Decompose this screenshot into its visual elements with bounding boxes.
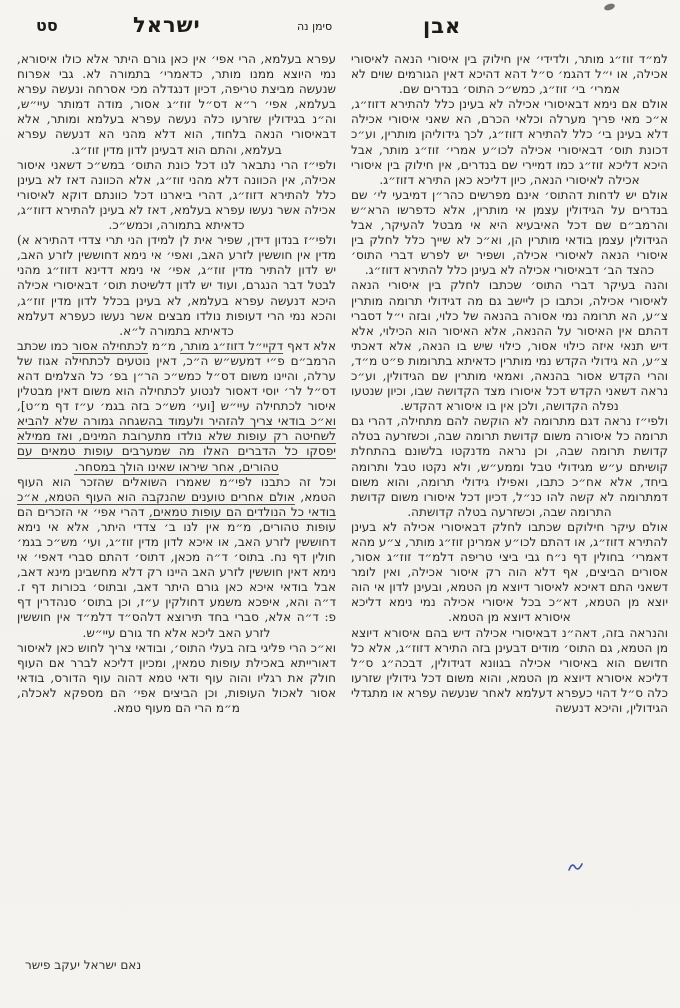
paragraph: [351, 626, 668, 717]
text-segment: והנה בעיקר דברי התוס׳ שכתבו לחלק בין איסורי הנאה לאיסורי אכילה, וכתבו כן ליישב גם מה דגידולי תרומה מותרין צ״ע, הא תרומה נמי אסורה בהנאה של כלוי, ובזה י״ל דסברי דהתם אין האיסור על ההנאה, אלא האיסור הוא הכילוי, אלא דיש תנאי איזה כילוי אסור, כילוי שיש בו הנאה, אלא דאכתי צ״ע, הא גידולי הקדש נמי מותרין כדאיתא בתרומות פ״ט מ״ד, והרי הקדש אסור בהנאה, ואמאי מותרין שם הגידולין, וע״כ נראה דשאני הקדש דכל איסורו מצד הקדושה שבו, וכיון שנטעו נפלה הקדושה, ולכן אין בו איסורא דהקדש.: [351, 278, 668, 414]
scan-artifact: [603, 2, 615, 11]
text-segment: וכל זה כתבנו לפי״מ שאמרו השואלים שהזכר הוא העוף הטמא,: [17, 474, 336, 504]
pen-ink-mark: [568, 861, 584, 873]
text-column-right: [351, 52, 668, 716]
paragraph: [351, 52, 668, 97]
text-segment: ולפי״ז הרי נתבאר לנו דכל כונת התוס׳ במש״כ דשאני איסור אכילה, אין הכוונה דלא מהני זוז״ג, אלא הכוונה דאז לא בעינן כלל להתירא דזוז״ג, דהרי ביארנו דכל כוונתם דוקא לאיסורי אכילה אשר נעשו עפרא בעלמא, דאז לא בעינן להתירא דזוז״ג, כדאיתא בתמורה, וכמש״כ.: [17, 157, 336, 233]
paragraph: [17, 339, 336, 475]
author-signature: נאם ישראל יעקב פישר: [25, 958, 142, 972]
siman-header: סימן נה: [297, 20, 333, 33]
text-segment: אולם יש לדחות דהתוס׳ אינם מפרשים כהר״ן דמיבעי לי׳ שם בנדרים על הגידולין עצמן אי מותרין, אלא כדפרשו הרא״ש והרמב״ם שם דכל האיבעיא היא אי מבטל להעיקר, אבל הגידולין עצמן בודאי מותרין הן, וא״כ לא שייך כלל לחלק בין איסורי הנאה לאיסורי אכילה, ושפיר יש לפרש דברי התוס׳ כהצד הב׳ דבאיסורי אכילה לא בעינן כלל להתירא דזוז״ג.: [351, 187, 668, 278]
paragraph: [351, 414, 668, 520]
text-segment: עפרא בעלמא, הרי אפי׳ אין כאן גורם היתר אלא כולו איסורא, נמי היוצא ממנו מותר, כדאמרי׳ בתמורה לא. גבי אפרוח שנעשה מביצת טריפה, דכיון דנגדלה מכי אסרחה ונעשה עפרא בעלמא, אפי׳ ר״א דס״ל זוז״ג אסור, מודה דמותר עיי״ש, וה״נ בגידולין שזרעו כלה נעשה עפרא בעלמא ומותר, אלא דבאיסורי הנאה בלחוד, הוא דלא מהני הא דנעשה עפרא בעלמא, והתם הוא דבעינן לדון מדין זוז״ג.: [17, 52, 336, 157]
text-segment: אולם עיקר חילוקם שכתבו לחלק דבאיסורי אכילה לא בעינן להתירא דזוז״ג, או דהתם לכו״ע אמרינן זוז״ג מותר, צ״ע מהא דאמרי׳ בחולין דף נ״ח גבי ביצי טריפה דלמ״ד זוז״ג אסור, אסורים הביצים, אף דלא הוה רק איסור אכילה, ואין לומר דשאני התם דאיכא לאיסור דיוצא מן הטמא, ובעינן לדון אי הוה יוצא מן הטמא, דא״כ בכל איסורי אכילה נמי נימא דליכא איסורא דיוצא מן הטמא.: [351, 519, 668, 625]
text-segment: ולפי״ז נראה דגם מתרומה לא הוקשה להם מתחילה, דהרי גם תרומה כל איסורה משום קדושת תרומה שבה, וכשזרעה בטלה קדושת תרומה שבה, וכן נראה מדנקטו בלשונם בהתחלת קושיתם ע״ש מגידולי טבל וממע״ש, ולא נקטו טבל ותרומה ביחד, אלא אח״כ כתבו, ואפילו גידולי תרומה, והוא משום דמתרומה לא קשה להו כנ״ל, דכיון דכל איסורו משום קדושת התרומה שבה, וכשזרעה בטלה קדושתה.: [351, 414, 668, 519]
text-segment: אלא דאף: [283, 338, 337, 353]
underlined-text: דקיי״ל דזוז״ג מותר,: [179, 338, 284, 353]
underlined-text: וא״כ בודאי צריך להזהיר ולעמוד בהשגחה גמורה שלא להביא לשחיטה רק עופות שלא נולדו מתערובת המינים, ואז ממילא יפסקו כל הדברים האלו מה שמערבים עופות טמאים עם טהורים, אחר שיראו שאינו הולך במסחר.: [17, 414, 336, 474]
paragraph: [17, 475, 336, 641]
text-segment: כמו שכתב הרמב״ם פ״י דמעש״ש ה״כ, דאין נוטעים לכתחילה אגוז של ערלה, והיינו משום דס״ל כמש״כ הר״ן בפ׳ כל הצלמים דהא דס״ל לר׳ יוסי דאסור לנטוע לכתחילה הוא משום דאין מבטלין איסור לכתחילה עיי״ש [ועי׳ מש״כ בזה בגמ׳ ע״ז דף מ״ט],: [17, 338, 336, 414]
paragraph: [351, 97, 668, 188]
text-segment: דהרי אפי׳ אי הזכרים הם עופות טהורים, מ״מ אין לנו ב׳ צדדי היתר, אלא אי נימא דחוששין לזרע האב, או איכא לדון מדין זוז״ג, ועי׳ מש״כ בגמ׳ חולין דף נח. בתוס׳ ד״ה מכאן, דתוס׳ דהתם סברי דאפי׳ אי נימא דאין חוששין לזרע האב היינו רק דלא מחשבינן מינא דאב, אבל בודאי איכא כאן גורם היתר דאב, ובתוס׳ בכורות דף ז. ד״ה והא, איפכא משמע דחולקין ע״ז, וכן בתוס׳ סנהדרין דף פ: ד״ה אלא, סברי בחד תירוצא דלהס״ד דלמ״ד אין חוששין לזרע האב ליכא אלא חד גורם עיי״ש.: [17, 504, 336, 640]
text-segment: והנראה בזה, דאה״נ דבאיסורי אכילה דיש בהם איסורא דיוצא מן הטמא, גם התוס׳ מודים דבעינן בזה התירא דזוז״ג, אלא כל חדושם הוא באיסורי אכילה בגוונא דגידולין, דבכה״ג ס״ל דליכא איסורא דיוצא מן הטמא, והוא משום דכל גידולין שזרעו כלה ס״ל דהוי כעפרא דעלמא לאחר שנעשה עפרא או מתגדלי הגידולין, והיכא דנעשה: [351, 625, 668, 716]
text-column-left: [17, 52, 336, 716]
text-segment: וא״כ הרי פליגי בזה בעלי התוס׳, ובודאי צריך לחוש כאן לאיסור דאורייתא באכילת עופות טמאין, ומכיון דליכא לברר אם העוף חולק את רגליו והוה עוף ודאי טמא דהוה עוף הדורס, בודאי אסור לאכול העופות, וכן הביצים אפי׳ הם מספקא לאכלה, מ״מ הרי הם מעוף טמא.: [17, 640, 336, 716]
paragraph: [17, 52, 336, 158]
paragraph: [351, 278, 668, 414]
underlined-text: אולם אחרים טוענים שהנקבה הוא העוף הטמא, א״כ בודאי כל הנולדים הם עופות טמאים,: [17, 489, 336, 519]
paragraph: [17, 233, 336, 339]
text-segment: מ״מ: [148, 338, 180, 353]
paragraph: [351, 188, 668, 279]
page-number: סט: [36, 16, 58, 35]
paragraph: [17, 641, 336, 716]
book-title-right: אבן: [423, 13, 462, 38]
book-title-left: ישראל: [133, 12, 201, 37]
paragraph: [351, 520, 668, 626]
paragraph: [17, 158, 336, 233]
underlined-text: לכתחילה אסור: [72, 338, 149, 353]
text-segment: ולפי״ז בנדון דידן, שפיר אית לן למידן הני תרי צדדי דהתירא א) מדין אין חוששין לזרע האב, ואפי׳ אי נימא דחוששין לזרע האב, יש לדון להתיר מדין זוז״ג, אפי׳ אי נימא דדינא דזוז״ג מהני לבטל דבר הנגרם, ועוד יש לדון דלשיטת תוס׳ דבאיסורי אכילה היכא דנעשה עפרא בעלמא, לא בעינן בכלל לדון מדין זוז״ג, והכא נמי הרי דעופות נולדו מבצים אשר נעשו כעפרא דעלמא כדאיתא בתמורה ל״א.: [17, 233, 336, 338]
text-segment: אולם אם נימא דבאיסורי אכילה לא בעינן כלל להתירא דזוז״ג, א״כ מאי פריך מערלה וכלאי הכרם, הא שאני איסורי אכילה דלא בעינן בי׳ כלל להתירא דזוז״ג, לכך גידוליהן מותרין, וע״כ דכונת תוס׳ דבאיסורי אכילה לכו״ע אמרי׳ זוז״ג מותר, אבל היכא דליכא זוז״ג כמו דמיירי שם בנדרים, אין חילוק בין איסורי אכילה לאיסורי הנאה, כיון דליכא כאן התירא דזוז״ג.: [351, 97, 668, 187]
text-segment: למ״ד זוז״ג מותר, ולדידי׳ אין חילוק בין איסורי הנאה לאיסורי אכילה, או י״ל דהגמ׳ ס״ל דהא דהיכא דאין הגורמים שוים לא אמרי׳ בי׳ זוז״ג, כמש״כ התוס׳ בנדרים שם.: [351, 52, 668, 97]
